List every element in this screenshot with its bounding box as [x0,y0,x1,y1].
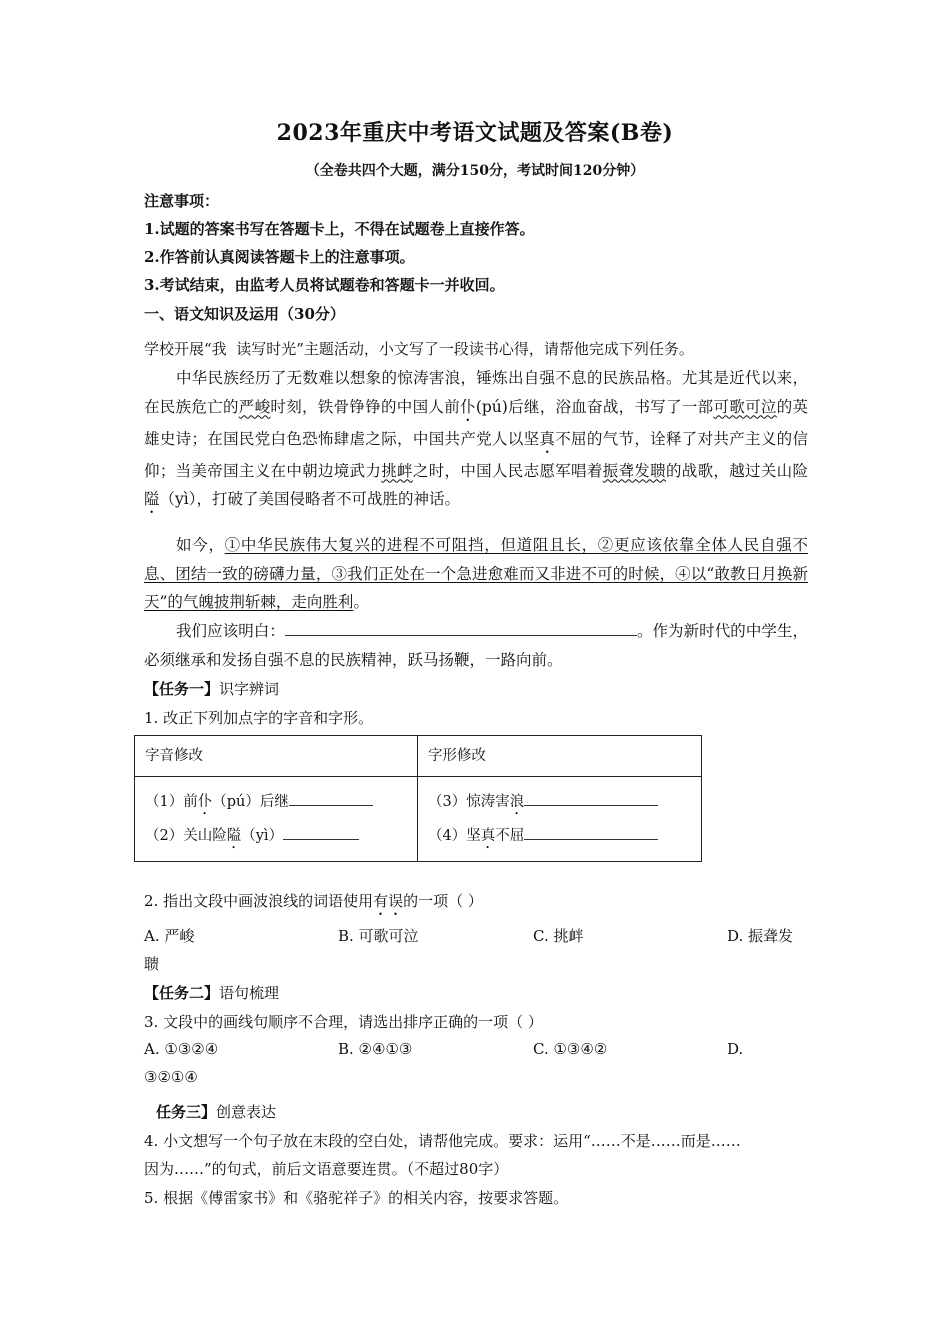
question-2: 2. 指出文段中画波浪线的词语使用有误的一项（ ） [144,892,483,910]
pronunciation-cell [135,777,418,862]
item-1: （1）前仆（pú）后继 [145,785,407,819]
correction-table [134,735,702,862]
table-header-character: 字形修改 [418,736,702,777]
notice-item-1: 1.试题的答案书写在答题卡上，不得在试题卷上直接作答。 [144,220,535,238]
q2-option-b: B. 可歌可泣 [338,927,419,945]
page-subtitle: （全卷共四个大题，满分150分，考试时间120分钟） [305,163,645,179]
dotted-char-ai: 隘 [144,490,160,508]
q2-option-d: D. 振聋发 [727,927,794,945]
dotted-word: 惊涛害 [397,369,445,387]
q3-option-c: C. ①③④② [533,1040,608,1058]
section1-intro: 学校开展“我 读写时光”主题活动，小文写了一段读书心得，请帮他完成下列任务。 [144,340,694,358]
item-4: （4）坚真不屈 [428,819,691,853]
notice-heading: 注意事项： [144,192,220,210]
wavy-word-4: 振聋发聩 [602,461,666,480]
question-5: 5. 根据《傅雷家书》和《骆驼祥子》的相关内容，按要求答题。 [144,1189,569,1207]
task2-heading: 【任务二】语句梳理 [144,984,280,1002]
answer-blank [285,619,637,636]
answer-blank-3[interactable] [524,789,658,806]
passage-paragraph-2: 如今，①中华民族伟大复兴的进程不可阻挡，但道阻且长，②更应该依靠全体人民自强不息、团结一致的磅礴力量，③我们正处在一个急进愈难而又非进不可的时候，④以“敢教日月换新天”的气魄披荆斩棘，走向胜利。 [144,536,808,611]
task3-heading: 任务三】创意表达 [156,1103,277,1121]
page-title: 2023年重庆中考语文试题及答案(B卷) [276,120,674,146]
section1-heading: 一、语文知识及运用（30分） [144,305,345,323]
question-4-line-2: 因为……”的句式，前后文语意要连贯。（不超过80字） [144,1160,509,1178]
q3-option-d: D. [727,1040,744,1058]
q3-option-a: A. ①③②④ [144,1040,219,1058]
q2-option-a: A. 严峻 [144,927,195,945]
dotted-char-zhen: 真 [539,429,556,448]
q2-option-d-continued: 聩 [144,955,160,973]
notice-item-3: 3.考试结束，由监考人员将试题卷和答题卡一并收回。 [144,276,505,294]
item-3: （3）惊涛害浪 [428,785,691,819]
wavy-word-1: 严峻 [238,397,271,416]
question-3: 3. 文段中的画线句顺序不合理，请选出排序正确的一项（ ） [144,1013,543,1031]
passage-paragraph-1: 中华民族经历了无数难以想象的惊涛害浪，锤炼出自强不息的民族品格。尤其是近代以来，在民族危亡的严峻时刻，铁骨铮铮的中国人前仆(pú)后继，浴血奋战，书写了一部可歌可泣的英雄史诗；在国民党白色恐怖肆虐之际，中国共产党人以坚真不屈的气节，诠释了对共产主义的信仰；当美帝国主义在中朝边境武力挑衅之时，中国人民志愿军唱着振聋发聩的战歌，越过关山险隘（yì），打破了美国侵略者不可战胜的神话。 [144,369,808,508]
question-4-line-1: 4. 小文想写一个句子放在末段的空白处，请帮他完成。要求：运用“……不是……而是…… [144,1132,741,1150]
wavy-word-2: 可歌可泣 [713,397,777,416]
table-header-pronunciation: 字音修改 [135,736,418,777]
underlined-sentences: ①中华民族伟大复兴的进程不可阻挡，但道阻且长，②更应该依靠全体人民自强不息、团结一致的磅礴力量，③我们正处在一个急进愈难而又非进不可的时候，④以“敢教日月换新天”的气魄披荆斩棘，走向胜利 [144,536,808,611]
q3-option-d-continued: ③②①④ [144,1068,198,1086]
answer-blank-2[interactable] [283,823,359,840]
notice-item-2: 2.作答前认真阅读答题卡上的注意事项。 [144,248,415,266]
question-1: 1. 改正下列加点字的字音和字形。 [144,709,374,727]
q2-option-c: C. 挑衅 [533,927,584,945]
item-2: （2）关山险隘（yì） [145,819,407,853]
dotted-char-pu: 仆 [460,397,476,416]
answer-blank-4[interactable] [524,823,658,840]
task1-heading: 【任务一】识字辨词 [144,680,280,698]
dotted-char-placeholder: 浪，锤炼出自强不息的民族品格。尤其是近代以来，在民族危亡的 [144,369,808,416]
wavy-word-3: 挑衅 [381,461,413,480]
answer-blank-1[interactable] [289,789,373,806]
q3-option-b: B. ②④①③ [338,1040,413,1058]
character-cell [418,777,702,862]
passage-paragraph-3: 我们应该明白： 。作为新时代的中学生，必须继承和发扬自强不息的民族精神，跃马扬鞭，一路向前。 [144,617,808,674]
